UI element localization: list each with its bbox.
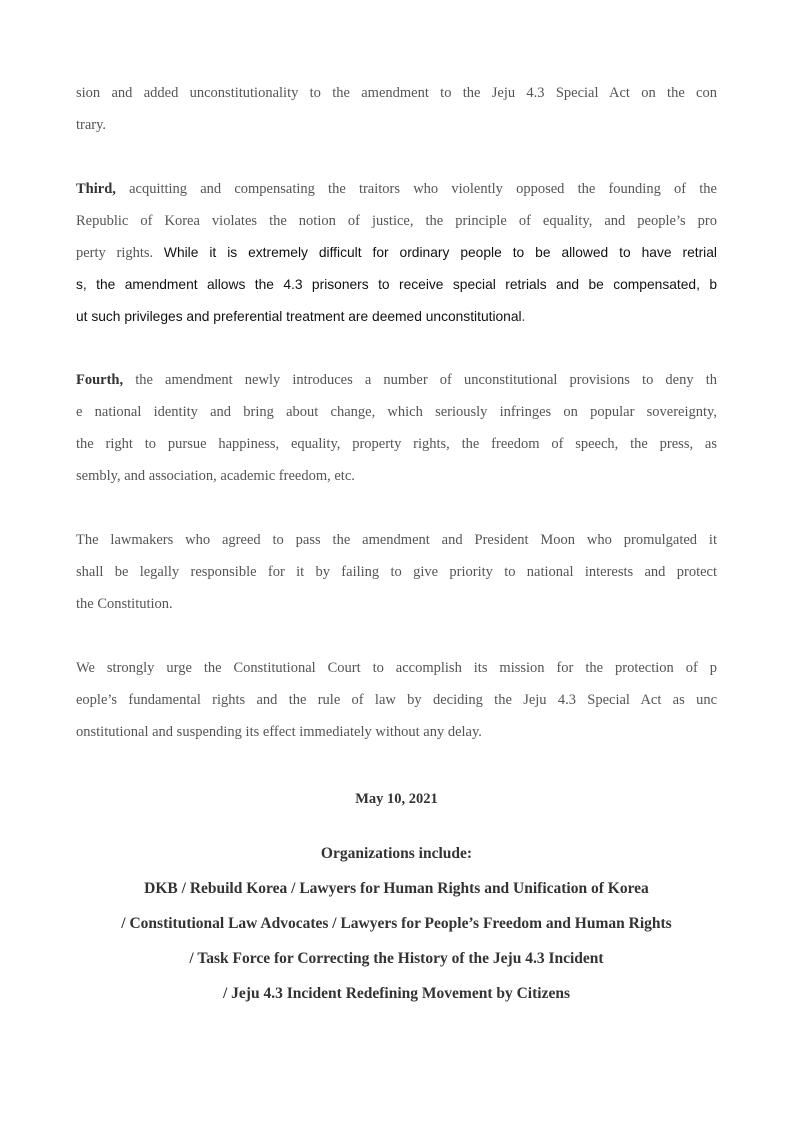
text-line <box>76 364 717 396</box>
text-segment: . <box>521 309 526 325</box>
organization-line: / Task Force for Correcting the History of the Jeju 4.3 Incident <box>189 950 604 967</box>
text-line: the right to pursue happiness, equality, property rights, the freedom of speech, the press, as <box>76 436 717 452</box>
highlighted-text: s, the amendment allows the 4.3 prisoners to receive special retrials and be compensated, b <box>76 277 717 292</box>
text-line: e national identity and bring about change, which seriously infringes on popular sovereignty, <box>76 404 717 420</box>
organization-line: DKB / Rebuild Korea / Lawyers for Human Rights and Unification of Korea <box>144 880 649 897</box>
text-line: The lawmakers who agreed to pass the amendment and President Moon who promulgated it <box>76 532 717 548</box>
paragraph-urge <box>76 652 717 748</box>
text-line: sembly, and association, academic freedom, etc. <box>76 468 355 484</box>
text-line <box>76 301 717 333</box>
statement-date: May 10, 2021 <box>355 791 438 807</box>
text-line <box>76 237 717 269</box>
text-segment: perty rights. <box>76 245 164 261</box>
text-line: We strongly urge the Constitutional Court to accomplish its mission for the protection of p <box>76 660 717 676</box>
organization-line: / Constitutional Law Advocates / Lawyers for People’s Freedom and Human Rights <box>121 915 672 932</box>
paragraph-lead: Fourth, <box>76 372 124 388</box>
paragraph-lead: Third, <box>76 181 116 197</box>
paragraph-lawmakers <box>76 524 717 620</box>
text-line: the Constitution. <box>76 596 173 612</box>
organizations-heading: Organizations include: <box>320 845 473 862</box>
paragraph-third <box>76 173 717 333</box>
organizations-block <box>0 836 793 1011</box>
text-line: eople’s fundamental rights and the rule of law by deciding the Jeju 4.3 Special Act as unc <box>76 692 717 708</box>
paragraph-continuation <box>76 77 717 141</box>
text-line: trary. <box>76 117 107 133</box>
paragraph-fourth <box>76 364 717 492</box>
text-line <box>76 173 717 205</box>
text-segment: the amendment newly introduces a number of unconstitutional provisions to deny th <box>123 372 717 388</box>
text-segment: acquitting and compensating the traitors who violently opposed the founding of the <box>115 181 717 197</box>
text-line <box>76 269 717 301</box>
text-line: sion and added unconstitutionality to the amendment to the Jeju 4.3 Special Act on the con <box>76 85 717 101</box>
text-line: shall be legally responsible for it by failing to give priority to national interests and protect <box>76 564 717 580</box>
text-line: onstitutional and suspending its effect immediately without any delay. <box>76 724 482 740</box>
highlighted-text: ut such privileges and preferential treatment are deemed unconstitutional <box>76 309 522 324</box>
organization-line: / Jeju 4.3 Incident Redefining Movement by Citizens <box>222 985 570 1002</box>
text-line: Republic of Korea violates the notion of justice, the principle of equality, and people’s pro <box>76 213 717 229</box>
highlighted-text: While it is extremely difficult for ordinary people to be allowed to have retrial <box>163 245 717 260</box>
